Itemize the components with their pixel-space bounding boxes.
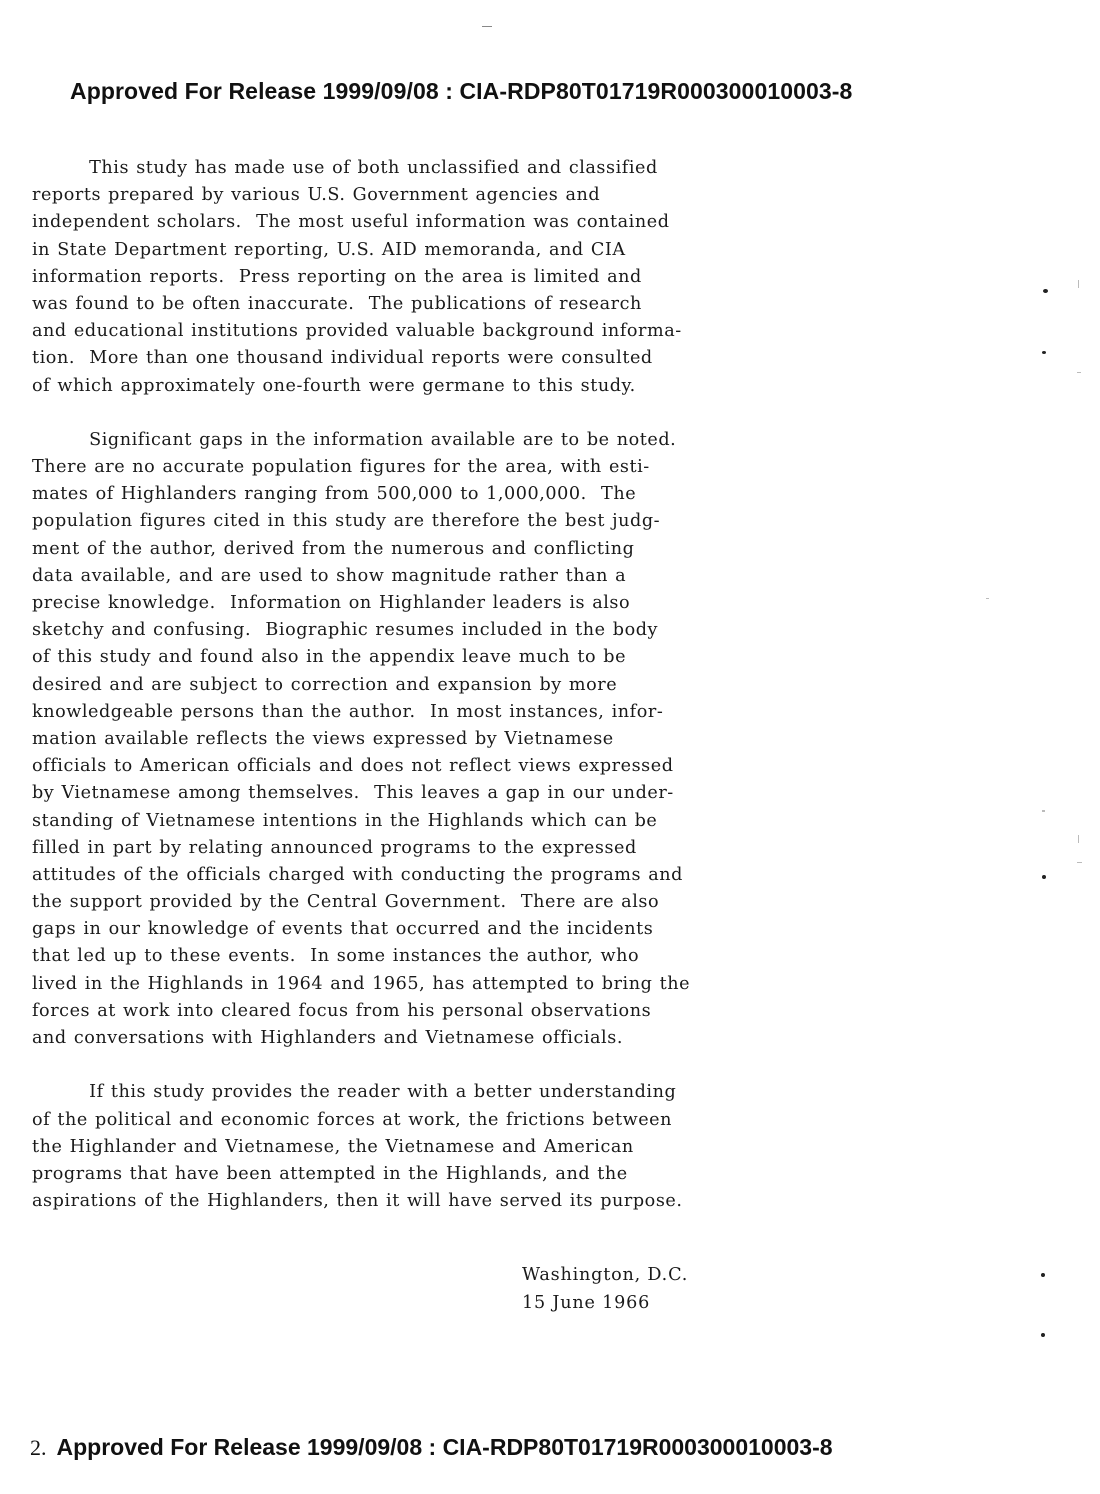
text-line: and conversations with Highlanders and Vietnamese officials. — [32, 1028, 623, 1048]
release-footer — [30, 1434, 833, 1461]
paragraph-1 — [32, 155, 872, 400]
text-line: was found to be often inaccurate. The publications of research — [32, 293, 642, 314]
scan-mark — [1077, 862, 1082, 863]
scan-mark — [1042, 810, 1045, 812]
text-line: the Highlander and Vietnamese, the Vietnamese and American — [32, 1136, 634, 1157]
scan-mark — [482, 26, 492, 27]
text-line: that led up to these events. In some instances the author, who — [32, 946, 640, 967]
text-line: population figures cited in this study are therefore the best judg- — [32, 511, 661, 532]
text-line: If this study provides the reader with a better understanding — [32, 1082, 677, 1103]
text-line: reports prepared by various U.S. Government agencies and — [32, 185, 601, 206]
text-line: data available, and are used to show magnitude rather than a — [32, 565, 627, 586]
signature-block — [522, 1262, 688, 1317]
text-line: independent scholars. The most useful information was contained — [32, 212, 670, 233]
body-text — [32, 155, 872, 1215]
text-line: tion. More than one thousand individual reports were consulted — [32, 348, 653, 369]
scan-mark — [1077, 372, 1081, 373]
scan-speck — [1041, 1333, 1045, 1337]
text-line: information reports. Press reporting on the area is limited and — [32, 266, 642, 287]
text-line: desired and are subject to correction and expansion by more — [32, 674, 618, 695]
signature-date: 15 June 1966 — [522, 1292, 651, 1313]
text-line: mates of Highlanders ranging from 500,000 to 1,000,000. The — [32, 484, 637, 505]
text-line: filled in part by relating announced programs to the expressed — [32, 837, 637, 858]
text-line: knowledgeable persons than the author. In most instances, infor- — [32, 701, 664, 722]
paragraph-2 — [32, 427, 872, 1052]
paragraph-3 — [32, 1079, 872, 1215]
text-line: standing of Vietnamese intentions in the Highlands which can be — [32, 810, 658, 831]
text-line: lived in the Highlands in 1964 and 1965, has attempted to bring the — [32, 973, 691, 994]
scan-mark — [1078, 835, 1079, 843]
scan-mark — [986, 598, 989, 599]
signature-place: Washington, D.C. — [522, 1265, 689, 1285]
text-line: precise knowledge. Information on Highlander leaders is also — [32, 593, 631, 613]
text-line: gaps in our knowledge of events that occurred and the incidents — [32, 919, 654, 940]
scan-speck — [1043, 289, 1048, 293]
scan-speck — [1041, 1273, 1045, 1277]
release-header: Approved For Release 1999/09/08 : CIA-RDP80T01719R000300010003-8 — [70, 78, 853, 104]
text-line: by Vietnamese among themselves. This leaves a gap in our under- — [32, 783, 674, 804]
text-line: of this study and found also in the appendix leave much to be — [32, 647, 627, 668]
text-line: officials to American officials and does not reflect views expressed — [32, 756, 674, 777]
text-line: attitudes of the officials charged with conducting the programs and — [32, 864, 683, 885]
text-line: There are no accurate population figures for the area, with esti- — [32, 457, 650, 478]
text-line: in State Department reporting, U.S. AID memoranda, and CIA — [32, 239, 626, 260]
text-line: sketchy and confusing. Biographic resumes included in the body — [32, 620, 659, 641]
text-line: programs that have been attempted in the Highlands, and the — [32, 1163, 628, 1184]
paragraph-gap — [32, 400, 872, 427]
paragraph-gap — [32, 1052, 872, 1079]
text-line: the support provided by the Central Government. There are also — [32, 892, 660, 913]
text-line: of the political and economic forces at work, the frictions between — [32, 1109, 673, 1130]
text-line: This study has made use of both unclassified and classified — [32, 158, 658, 178]
scan-speck — [1042, 351, 1046, 354]
scan-mark — [1078, 280, 1079, 288]
text-line: forces at work into cleared focus from his personal observations — [32, 1000, 652, 1021]
page-number: 2. — [30, 1435, 47, 1460]
text-line: Significant gaps in the information available are to be noted. — [32, 429, 677, 450]
scan-speck — [1042, 875, 1046, 879]
footer-release-line: Approved For Release 1999/09/08 : CIA-RDP80T01719R000300010003-8 — [56, 1434, 833, 1460]
text-line: of which approximately one-fourth were germane to this study. — [32, 375, 636, 396]
text-line: ment of the author, derived from the numerous and conflicting — [32, 538, 635, 559]
text-line: aspirations of the Highlanders, then it will have served its purpose. — [32, 1191, 683, 1212]
text-line: mation available reflects the views expressed by Vietnamese — [32, 728, 614, 749]
text-line: and educational institutions provided valuable background informa- — [32, 321, 682, 342]
